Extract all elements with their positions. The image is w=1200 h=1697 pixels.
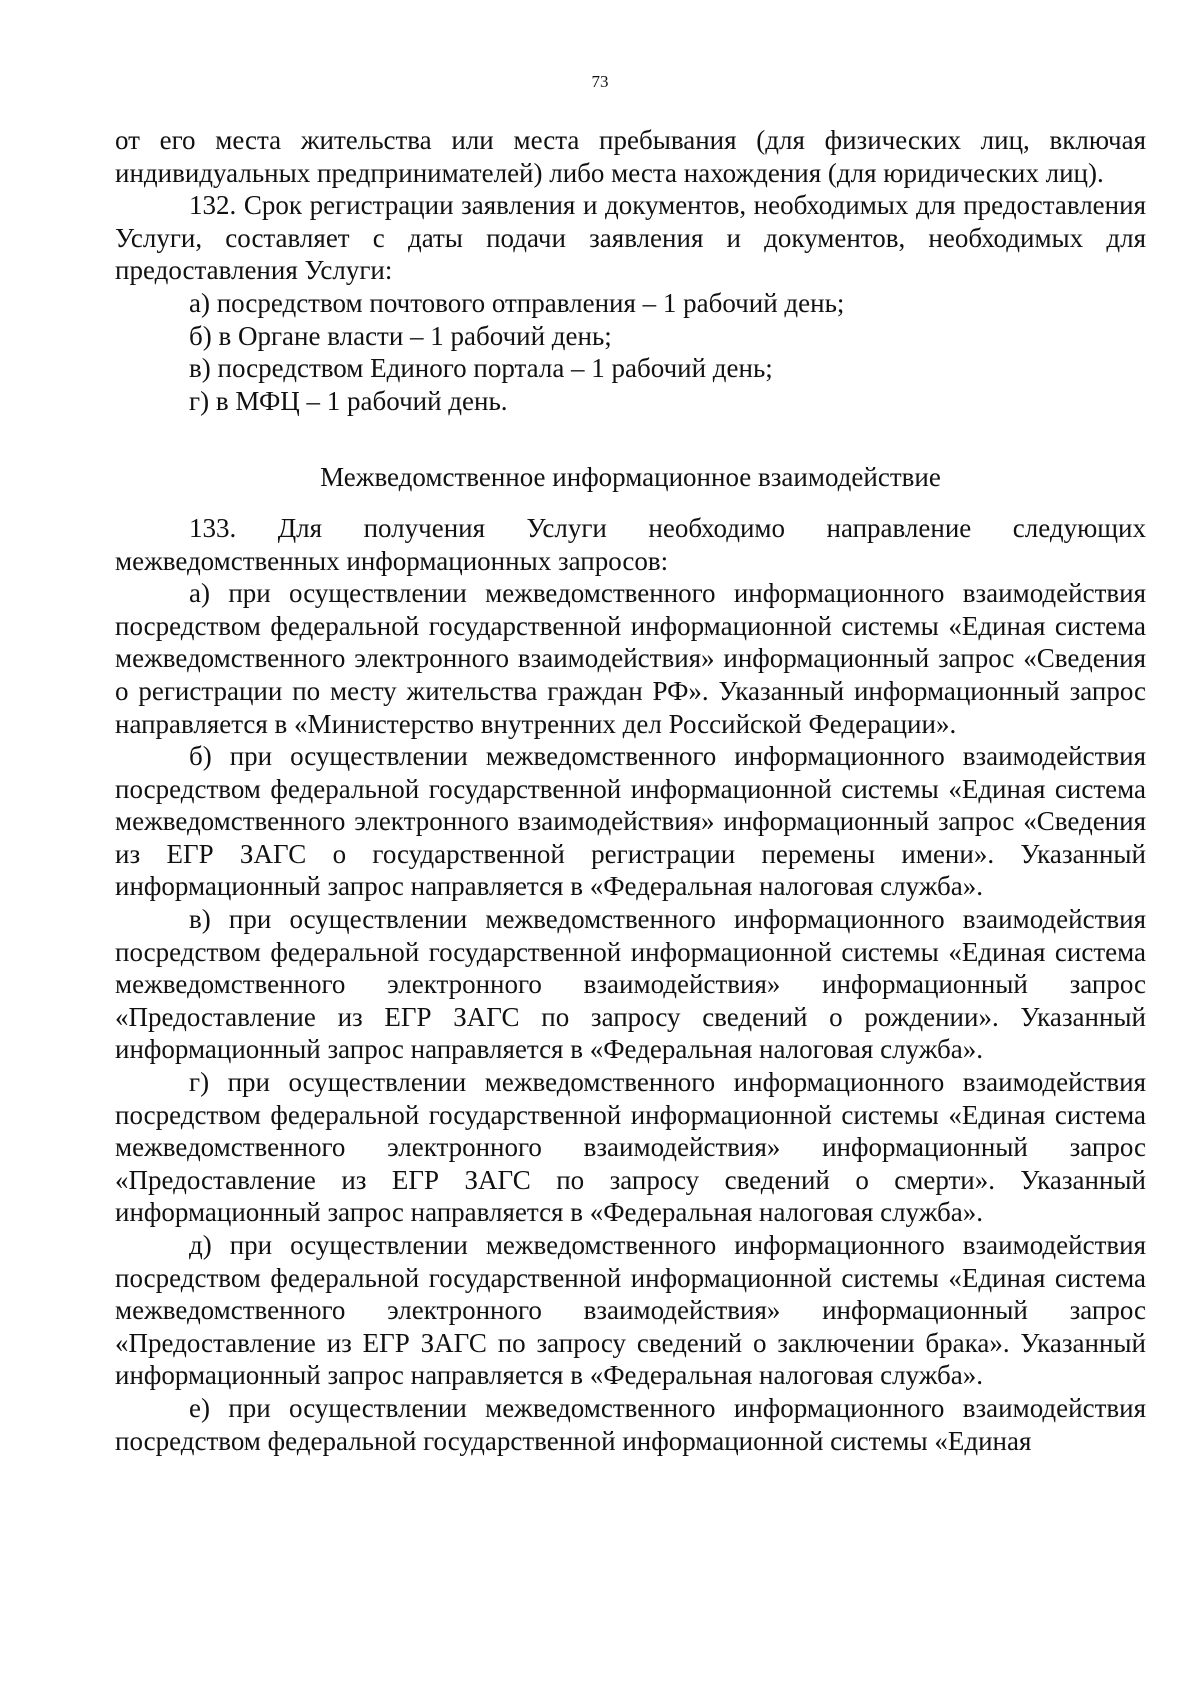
subparagraph-g: г) при осуществлении межведомственного информационного взаимодействия посредством федеральной государственной информационной системы «Единая система межведомственного электронного взаимодействия» информационный запрос «Предоставление из ЕГР ЗАГС по запросу сведений о смерти». Указанный информационный запрос направляется в «Федеральная налоговая служба».	[115, 1067, 1146, 1228]
subparagraph-e: е) при осуществлении межведомственного информационного взаимодействия посредством федеральной государственной информационной системы «Единая	[115, 1392, 1146, 1456]
section-heading: Межведомственное информационное взаимодействие	[320, 462, 941, 493]
list-item-a: а) посредством почтового отправления – 1 рабочий день;	[189, 287, 845, 318]
list-item-v: в) посредством Единого портала – 1 рабочий день;	[189, 353, 773, 384]
subparagraph-b: б) при осуществлении межведомственного информационного взаимодействия посредством федеральной государственной информационной системы «Единая система межведомственного электронного взаимодействия» информационный запрос «Сведения из ЕГР ЗАГС о государственной регистрации перемены имени». Указанный информационный запрос направляется в «Федеральная налоговая служба».	[115, 741, 1146, 902]
subparagraph-a: а) при осуществлении межведомственного информационного взаимодействия посредством федеральной государственной информационной системы «Единая система межведомственного электронного взаимодействия» информационный запрос «Сведения о регистрации по месту жительства граждан РФ». Указанный информационный запрос направляется в «Министерство внутренних дел Российской Федерации».	[115, 578, 1146, 739]
paragraph-133: 133. Для получения Услуги необходимо направление следующих межведомственных информационных запросов:	[115, 512, 1146, 576]
document-body	[115, 124, 1146, 1457]
paragraph-132: 132. Срок регистрации заявления и документов, необходимых для предоставления Услуги, составляет с даты подачи заявления и документов, необходимых для предоставления Услуги:	[115, 190, 1146, 286]
subparagraph-d: д) при осуществлении межведомственного информационного взаимодействия посредством федеральной государственной информационной системы «Единая система межведомственного электронного взаимодействия» информационный запрос «Предоставление из ЕГР ЗАГС по запросу сведений о заключении брака». Указанный информационный запрос направляется в «Федеральная налоговая служба».	[115, 1230, 1146, 1391]
paragraph-continuation: от его места жительства или места пребывания (для физических лиц, включая индивидуальных предпринимателей) либо места нахождения (для юридических лиц).	[115, 125, 1146, 188]
subparagraph-v: в) при осуществлении межведомственного информационного взаимодействия посредством федеральной государственной информационной системы «Единая система межведомственного электронного взаимодействия» информационный запрос «Предоставление из ЕГР ЗАГС по запросу сведений о рождении». Указанный информационный запрос направляется в «Федеральная налоговая служба».	[115, 904, 1146, 1065]
page-number: 73	[591, 72, 609, 91]
list-item-g: г) в МФЦ – 1 рабочий день.	[189, 385, 508, 416]
list-item-b: б) в Органе власти – 1 рабочий день;	[189, 320, 612, 351]
